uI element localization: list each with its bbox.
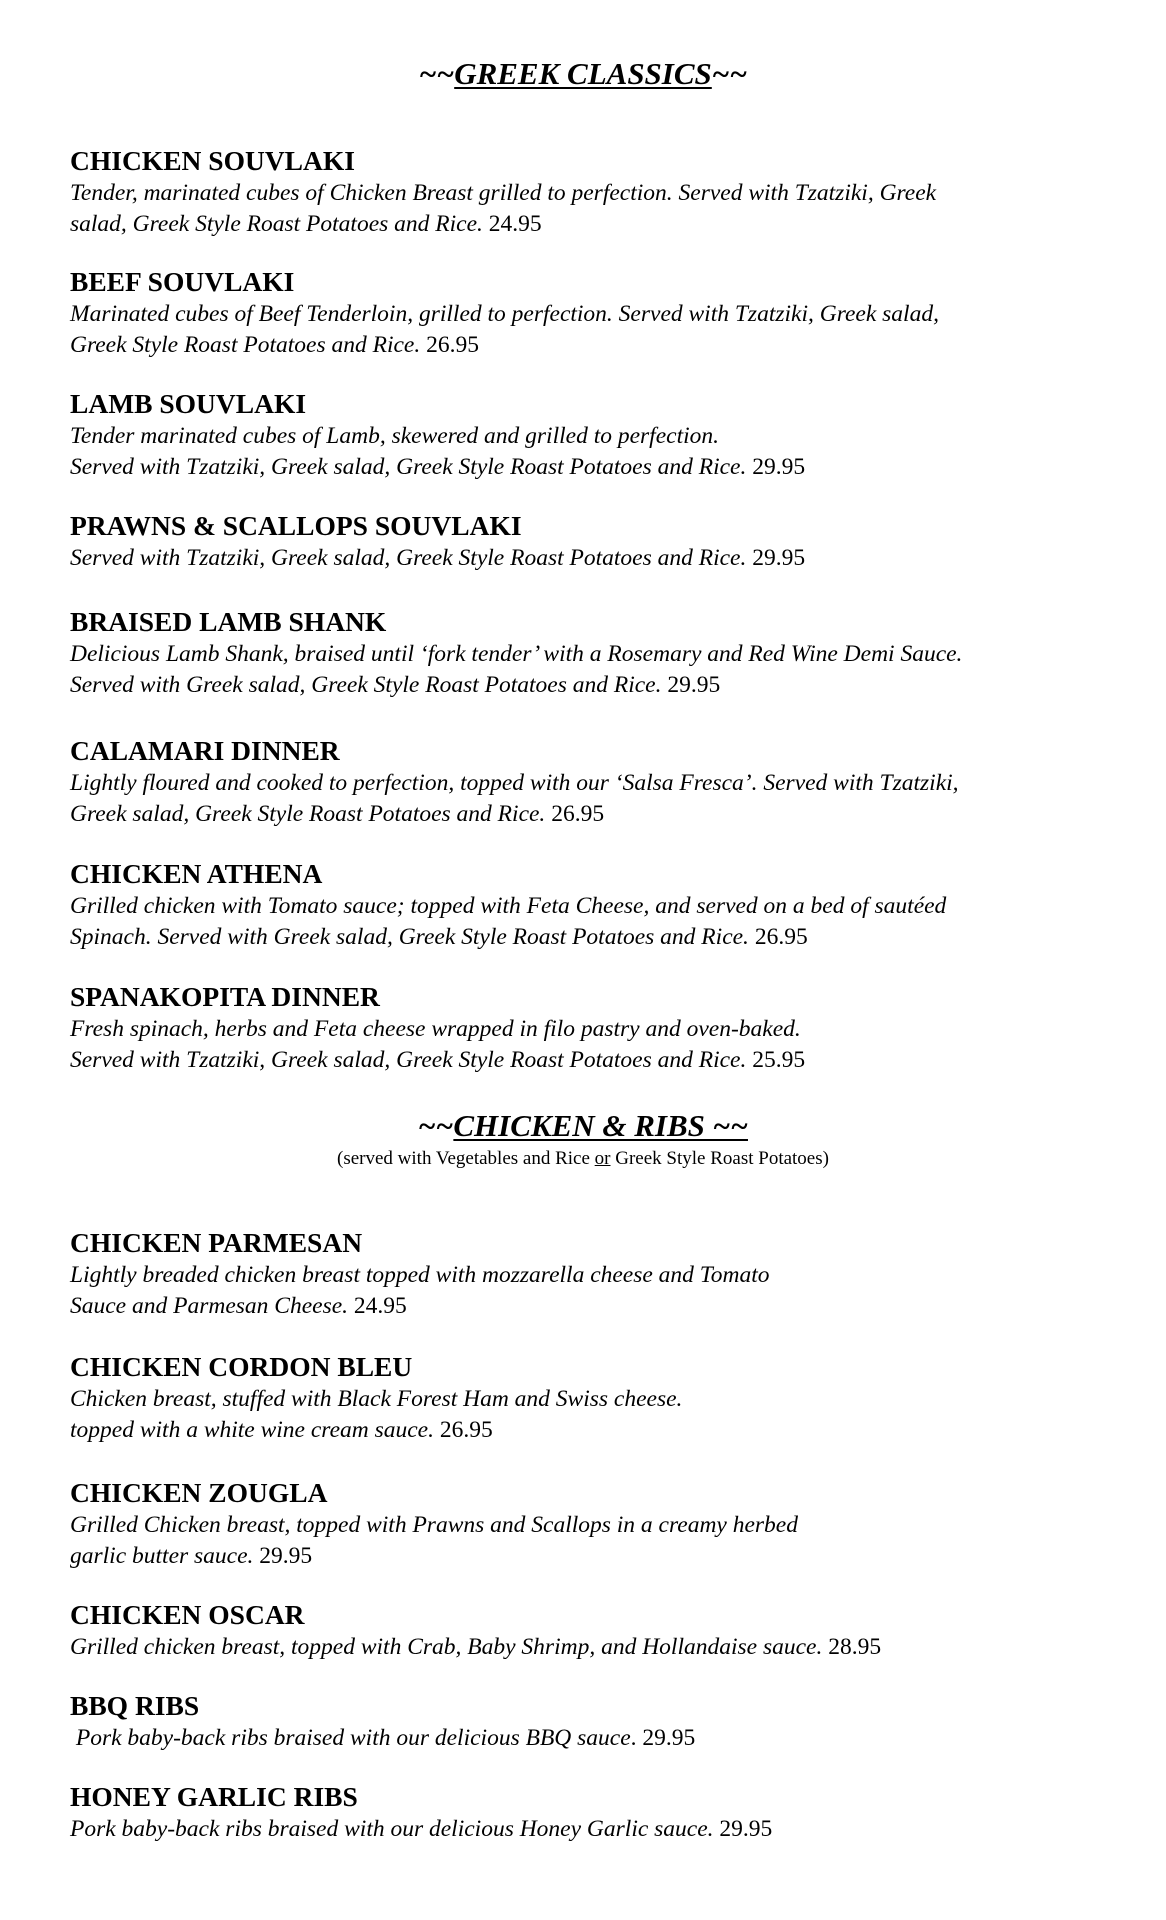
item-description [70,1260,1150,1322]
item-price: 29.95 [642,1725,696,1751]
desc-line: Tender marinated cubes of Lamb, skewered and grilled to perfection. [70,423,720,449]
title-prefix: ~~ [418,1108,454,1143]
item-description [70,1014,1150,1076]
section-title-chicken-ribs [0,1108,1166,1144]
menu-item-beef-souvlaki [70,266,1150,361]
section-note [0,1147,1166,1171]
desc-line: Served with Tzatziki, Greek salad, Greek Style Roast Potatoes and Rice. [70,454,747,480]
section-title-greek-classics [0,56,1166,92]
menu-item-chicken-parmesan [70,1227,1150,1322]
menu-item-calamari-dinner [70,735,1150,830]
item-price: 29.95 [752,545,806,571]
item-name: BBQ RIBS [70,1690,200,1721]
item-name: CHICKEN SOUVLAKI [70,145,355,176]
menu-item-chicken-zougla [70,1477,1150,1572]
desc-line: Served with Tzatziki, Greek salad, Greek Style Roast Potatoes and Rice. [70,1047,747,1073]
item-name: BEEF SOUVLAKI [70,266,295,297]
title-prefix: ~~ [418,56,455,91]
item-description [70,1510,1150,1572]
item-description [70,1384,1150,1446]
desc-line: Greek salad, Greek Style Roast Potatoes and Rice. [70,801,546,827]
desc-line: Grilled chicken breast, topped with Crab, Baby Shrimp, and Hollandaise sauce. [70,1634,823,1660]
desc-line: topped with a white wine cream sauce. [70,1417,434,1443]
item-name: PRAWNS & SCALLOPS SOUVLAKI [70,510,522,541]
item-price: 24.95 [353,1293,407,1319]
desc-line: Fresh spinach, herbs and Feta cheese wrapped in filo pastry and oven-baked. [70,1016,801,1042]
item-description [70,639,1150,701]
item-name: LAMB SOUVLAKI [70,388,307,419]
note-or: or [594,1148,611,1169]
desc-line: Lightly floured and cooked to perfection, topped with our ‘Salsa Fresca’. Served with Tzatziki, [70,770,959,796]
item-name: CHICKEN OSCAR [70,1599,305,1630]
title-text: GREEK CLASSICS [454,56,712,91]
menu-item-bbq-ribs [70,1690,1150,1754]
item-name: SPANAKOPITA DINNER [70,981,380,1012]
menu-item-chicken-athena [70,858,1150,953]
menu-item-chicken-cordon-bleu [70,1351,1150,1446]
desc-line: Sauce and Parmesan Cheese. [70,1293,349,1319]
menu-item-lamb-souvlaki [70,388,1150,483]
item-price: 26.95 [551,801,605,827]
item-name: CHICKEN CORDON BLEU [70,1351,413,1382]
note-text: Greek Style Roast Potatoes) [610,1148,829,1169]
desc-line: Grilled chicken with Tomato sauce; topped with Feta Cheese, and served on a bed of sautéed [70,893,947,919]
item-price: 29.95 [752,454,806,480]
desc-line: Served with Tzatziki, Greek salad, Greek Style Roast Potatoes and Rice. [70,545,747,571]
price-separator: . [630,1725,643,1751]
item-name: CHICKEN PARMESAN [70,1227,363,1258]
desc-line: Delicious Lamb Shank, braised until ‘fork tender’ with a Rosemary and Red Wine Demi Sauce. [70,641,963,667]
item-description [70,421,1150,483]
item-price: 29.95 [719,1816,773,1842]
item-name: HONEY GARLIC RIBS [70,1781,358,1812]
desc-line: Marinated cubes of Beef Tenderloin, grilled to perfection. Served with Tzatziki, Greek salad, [70,301,939,327]
item-name: CHICKEN ZOUGLA [70,1477,328,1508]
desc-line: Spinach. Served with Greek salad, Greek Style Roast Potatoes and Rice. [70,924,749,950]
menu-item-prawns-scallops-souvlaki [70,510,1150,574]
desc-line: Greek Style Roast Potatoes and Rice. [70,332,421,358]
item-price: 29.95 [259,1543,313,1569]
item-description [70,543,1150,574]
desc-line: Lightly breaded chicken breast topped with mozzarella cheese and Tomato [70,1262,770,1288]
desc-line: Pork baby-back ribs braised with our delicious BBQ sauce [70,1725,631,1751]
menu-item-honey-garlic-ribs [70,1781,1150,1845]
item-description [70,1632,1150,1663]
menu-item-chicken-souvlaki [70,145,1150,240]
title-suffix: ~~ [711,56,748,91]
desc-line: Pork baby-back ribs braised with our delicious Honey Garlic sauce. [70,1816,714,1842]
item-price: 26.95 [426,332,479,358]
menu-item-chicken-oscar [70,1599,1150,1663]
desc-line: Chicken breast, stuffed with Black Forest Ham and Swiss cheese. [70,1386,683,1412]
item-description [70,768,1150,830]
desc-line: Grilled Chicken breast, topped with Prawns and Scallops in a creamy herbed [70,1512,798,1538]
item-price: 24.95 [488,211,542,237]
item-price: 29.95 [667,672,721,698]
note-text: (served with Vegetables and Rice [337,1148,595,1169]
item-price: 25.95 [752,1047,806,1073]
menu-item-spanakopita-dinner [70,981,1150,1076]
item-price: 28.95 [828,1634,882,1660]
item-description [70,178,1150,240]
title-text: CHICKEN & RIBS ~~ [453,1108,748,1143]
desc-line: garlic butter sauce. [70,1543,254,1569]
item-price: 26.95 [439,1417,493,1443]
desc-line: Tender, marinated cubes of Chicken Breast grilled to perfection. Served with Tzatziki, Greek [70,180,937,206]
item-name: CHICKEN ATHENA [70,858,323,889]
item-description [70,299,1150,361]
item-description [70,891,1150,953]
item-description [70,1723,1150,1754]
item-price: 26.95 [754,924,808,950]
desc-line: Served with Greek salad, Greek Style Roast Potatoes and Rice. [70,672,662,698]
item-name: BRAISED LAMB SHANK [70,606,387,637]
item-description [70,1814,1150,1845]
desc-line: salad, Greek Style Roast Potatoes and Rice. [70,211,483,237]
item-name: CALAMARI DINNER [70,735,340,766]
menu-item-braised-lamb-shank [70,606,1150,701]
